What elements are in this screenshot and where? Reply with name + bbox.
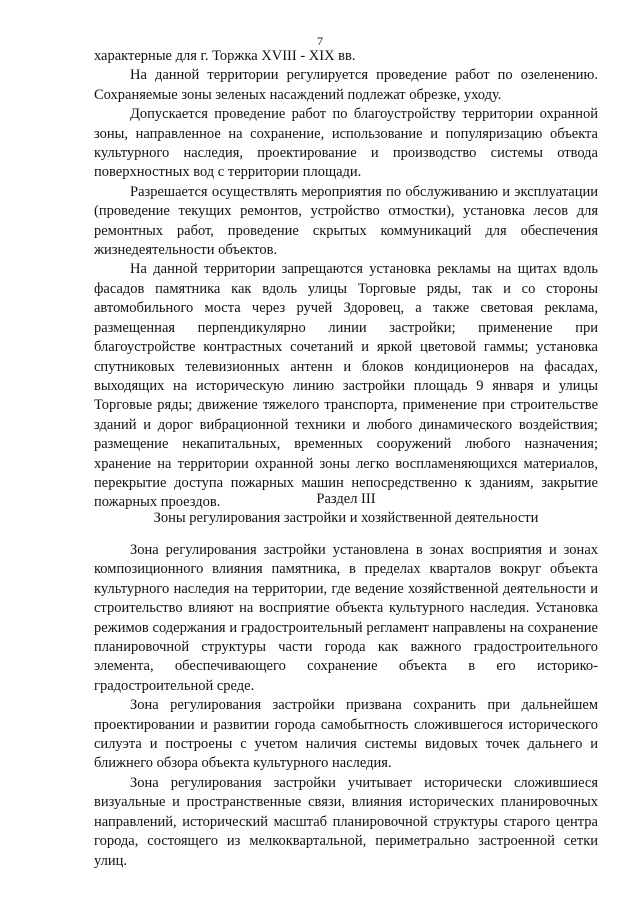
paragraph-prohibitions: На данной территории запрещаются установка рекламы на щитах вдоль фасадов памятника как вдоль улицы Торговые ряды, так и со стороны автомобильного моста через ручей Здоровец, а также световая реклама, размещенная перпендикулярно линии застройки; применение при благоустройстве контрастных сочетаний и яркой цветовой гаммы; установка спутниковых телевизионных антенн и блоков кондиционеров на фасадах, выходящих на историческую линию застройки площадь 9 января и улицы Торговые ряды; движение тяжелого транспорта, применение при строительстве зданий и дорог вибрационной техники и любого динамического воздействия; размещение некапитальных, временных сооружений любого назначения; хранение на территории охранной зоны легко воспламеняющихся материалов, перекрытие доступа пожарных машин непосредственно к зданиям, закрытие пожарных проездов. [94,261,598,511]
paragraph-zone-considerations: Зона регулирования застройки учитывает исторически сложившиеся визуальные и пространственные связи, влияния исторических планировочных направлений, исторический масштаб планировочной структуры старого центра города, состоящего из мелкоквартальной, периметрально застроенной сетки улиц. [94,774,598,869]
paragraph-zone-purpose: Зона регулирования застройки призвана сохранить при дальнейшем проектировании и развитии города самобытность сложившегося исторического силуэта и построены с учетом наличия системы видовых точек дальнего и ближнего обзора объекта культурного наследия. [94,697,598,772]
page-number: 7 [317,34,323,48]
paragraph-greening: На данной территории регулируется проведение работ по озеленению. Сохраняемые зоны зеленых насаждений подлежат обрезке, уходу. [94,67,598,103]
section-header [94,490,598,529]
paragraph-allowed-works: Допускается проведение работ по благоустройству территории охранной зоны, направленное на сохранение, использование и популяризацию объекта культурного наследия, проектирование и производство системы отвода поверхностных вод с территории площади. [94,106,598,181]
section-title: Зоны регулирования застройки и хозяйственной деятельности [153,510,539,527]
section-heading: Раздел III [316,491,376,507]
protection-zone-text [94,47,598,513]
paragraph-permitted-activities: Разрешается осуществлять мероприятия по обслуживанию и эксплуатации (проведение текущих ремонтов, устройство отмостки), установка лесов для ремонтных работ, проведение скрытых коммуникаций для обеспечения жизнедеятельности объектов. [94,183,598,259]
paragraph-continuation: характерные для г. Торжка XVIII - XIX вв. [94,48,356,64]
paragraph-zone-definition: Зона регулирования застройки установлена в зонах восприятия и зонах композиционного влияния памятника, в пределах кварталов вокруг объекта культурного наследия на территории, где ведение хозяйственной деятельности и строительство влияют на восприятие объекта культурного наследия. Установка режимов содержания и градостроительный регламент направлены на сохранение планировочной структуры части города как важного градостроительного элемента, обеспечивающего сохранение объекта в его историко-градостроительной среде. [94,542,598,694]
regulation-zone-text [94,541,598,871]
